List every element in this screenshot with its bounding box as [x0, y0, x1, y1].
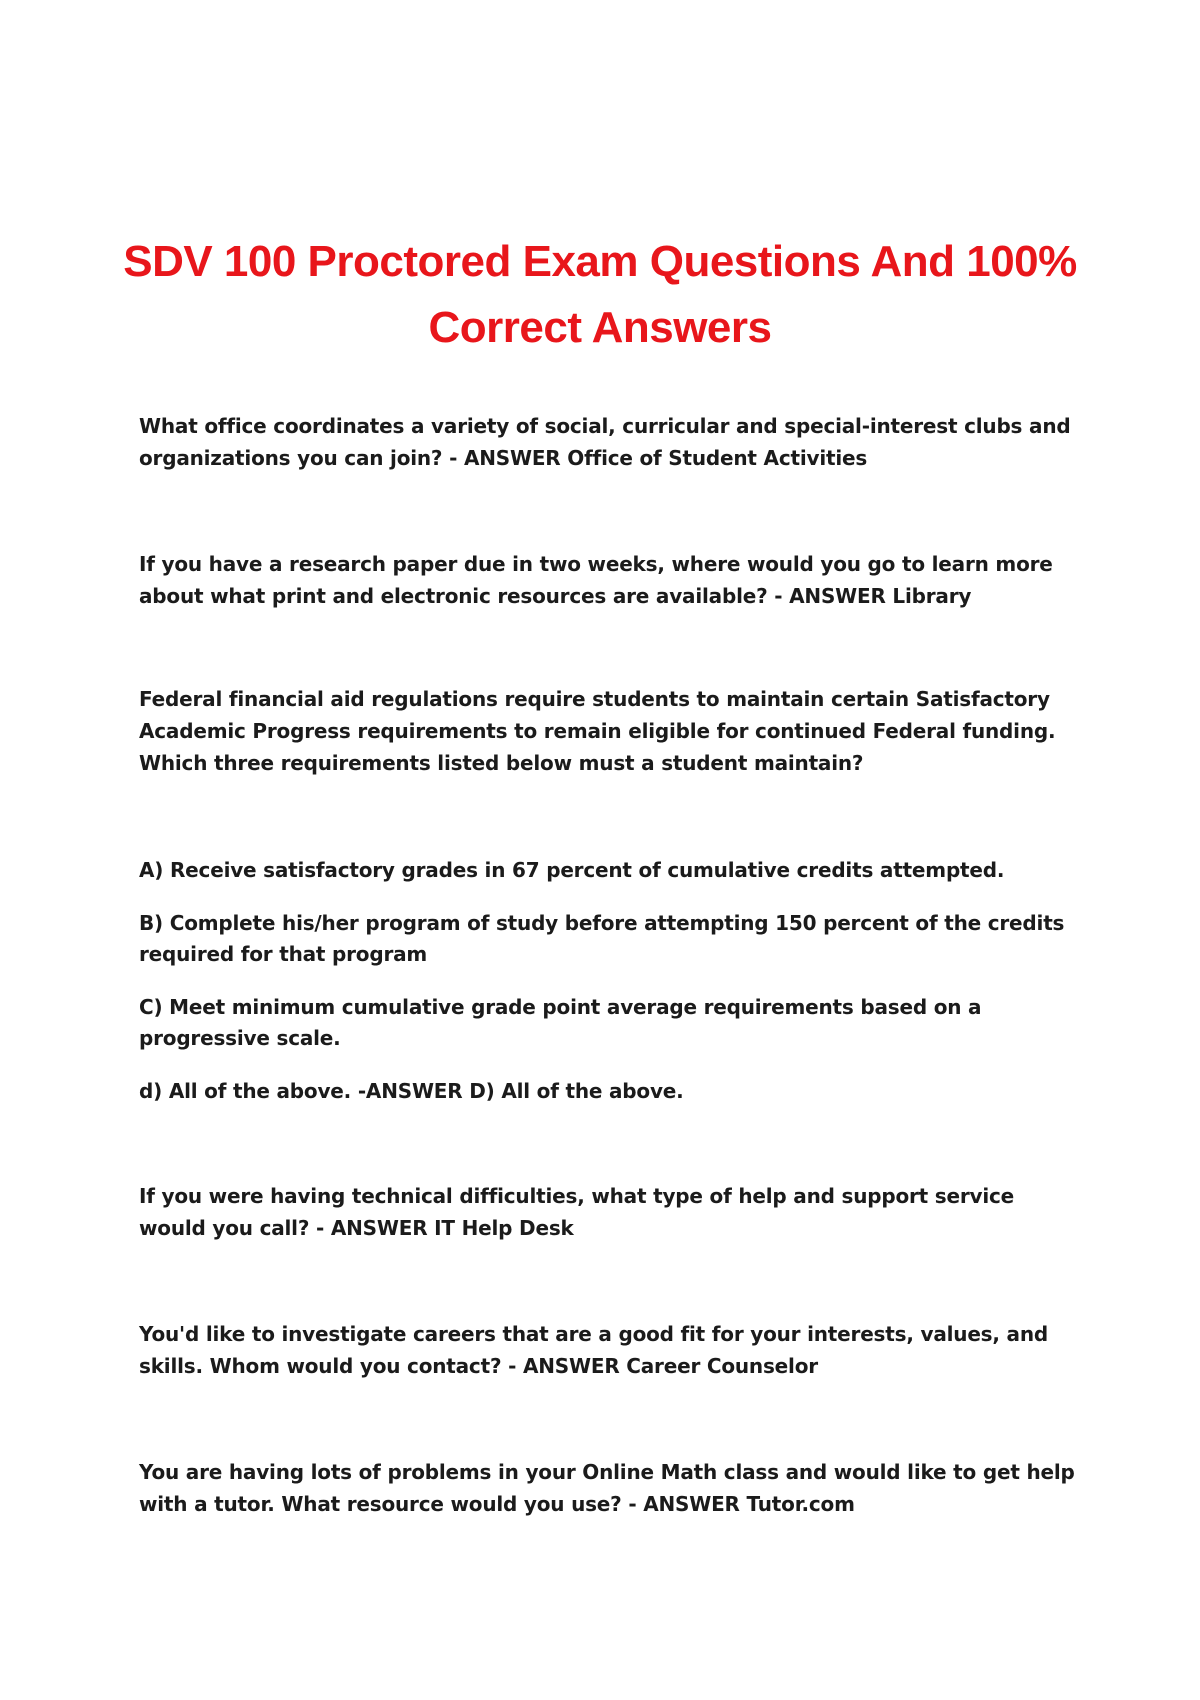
question-6: You are having lots of problems in your Online Math class and would like to get help with a tutor. What resource would you use? - ANSWER Tutor.com: [139, 1460, 1075, 1516]
question-1: What office coordinates a variety of social, curricular and special-interest clubs and organizations you can join? - ANSWER Office of Student Activities: [139, 414, 1071, 470]
question-3-option-a: A) Receive satisfactory grades in 67 percent of cumulative credits attempted.: [139, 858, 1005, 882]
question-4: If you were having technical difficulties, what type of help and support service would you call? - ANSWER IT Help Desk: [139, 1184, 1015, 1240]
question-3-option-b: B) Complete his/her program of study before attempting 150 percent of the credits required for that program: [139, 911, 1065, 966]
document-title: SDV 100 Proctored Exam Questions And 100% Correct Answers: [123, 237, 1077, 353]
question-3-option-c: C) Meet minimum cumulative grade point average requirements based on a progressive scale.: [139, 995, 982, 1050]
question-3-option-d: d) All of the above. -ANSWER D) All of the above.: [139, 1079, 684, 1103]
question-3: Federal financial aid regulations require students to maintain certain Satisfactory Academic Progress requirements to remain eligible for continued Federal funding. Which three requirements listed below must a student maintain?: [139, 687, 1056, 775]
question-5: You'd like to investigate careers that are a good fit for your interests, values, and skills. Whom would you contact? - ANSWER Career Counselor: [139, 1322, 1048, 1378]
question-2: If you have a research paper due in two weeks, where would you go to learn more about what print and electronic resources are available? - ANSWER Library: [139, 552, 1053, 608]
